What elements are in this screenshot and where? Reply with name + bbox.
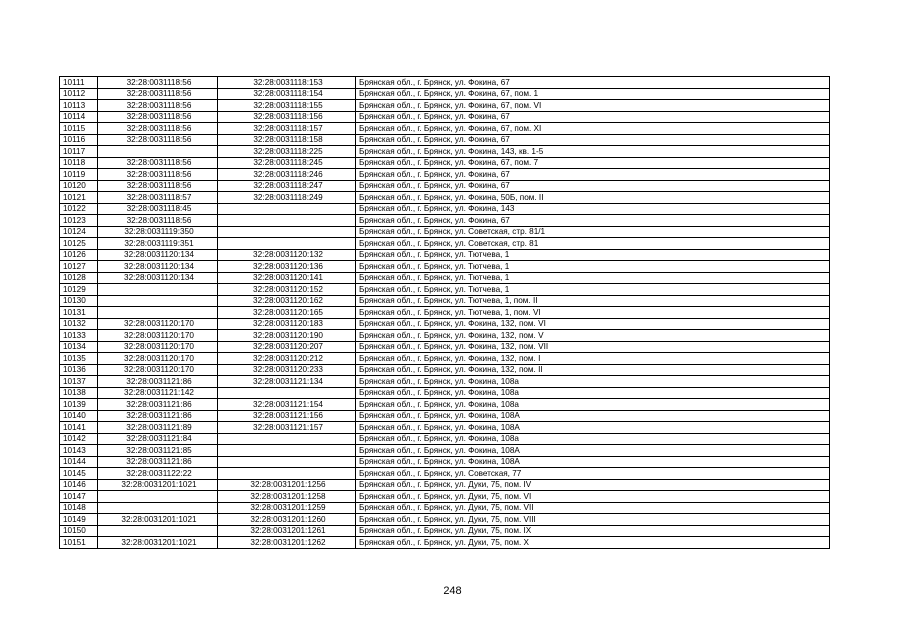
address-cell: Брянская обл., г. Брянск, ул. Фокина, 108А [356, 410, 830, 422]
land-cadastral-number-cell: 32:28:0031121:86 [98, 376, 218, 388]
land-cadastral-number-cell: 32:28:0031121:84 [98, 433, 218, 445]
table-row [60, 364, 830, 376]
table-row [60, 376, 830, 388]
building-cadastral-number-cell: 32:28:0031121:154 [218, 399, 356, 411]
address-cell: Брянская обл., г. Брянск, ул. Советская, стр. 81 [356, 238, 830, 250]
address-cell: Брянская обл., г. Брянск, ул. Тютчева, 1, пом. II [356, 295, 830, 307]
building-cadastral-number-cell: 32:28:0031120:165 [218, 307, 356, 319]
row-number-cell: 10126 [60, 249, 98, 261]
row-number-cell: 10141 [60, 422, 98, 434]
table-row [60, 249, 830, 261]
land-cadastral-number-cell: 32:28:0031121:142 [98, 387, 218, 399]
building-cadastral-number-cell [218, 433, 356, 445]
building-cadastral-number-cell: 32:28:0031201:1261 [218, 525, 356, 537]
land-cadastral-number-cell: 32:28:0031121:89 [98, 422, 218, 434]
address-cell: Брянская обл., г. Брянск, ул. Дуки, 75, пом. IX [356, 525, 830, 537]
table-row [60, 157, 830, 169]
row-number-cell: 10135 [60, 353, 98, 365]
table-row [60, 491, 830, 503]
address-cell: Брянская обл., г. Брянск, ул. Дуки, 75, пом. VI [356, 491, 830, 503]
row-number-cell: 10133 [60, 330, 98, 342]
row-number-cell: 10145 [60, 468, 98, 480]
row-number-cell: 10112 [60, 88, 98, 100]
row-number-cell: 10121 [60, 192, 98, 204]
address-cell: Брянская обл., г. Брянск, ул. Дуки, 75, пом. VIII [356, 514, 830, 526]
building-cadastral-number-cell: 32:28:0031118:153 [218, 77, 356, 89]
row-number-cell: 10131 [60, 307, 98, 319]
table-row [60, 272, 830, 284]
address-cell: Брянская обл., г. Брянск, ул. Дуки, 75, пом. IV [356, 479, 830, 491]
land-cadastral-number-cell: 32:28:0031120:134 [98, 272, 218, 284]
land-cadastral-number-cell: 32:28:0031121:86 [98, 456, 218, 468]
row-number-cell: 10150 [60, 525, 98, 537]
land-cadastral-number-cell: 32:28:0031122:22 [98, 468, 218, 480]
building-cadastral-number-cell: 32:28:0031120:132 [218, 249, 356, 261]
land-cadastral-number-cell: 32:28:0031119:351 [98, 238, 218, 250]
building-cadastral-number-cell [218, 387, 356, 399]
building-cadastral-number-cell: 32:28:0031120:190 [218, 330, 356, 342]
building-cadastral-number-cell [218, 203, 356, 215]
table-row [60, 514, 830, 526]
address-cell: Брянская обл., г. Брянск, ул. Фокина, 50Б, пом. II [356, 192, 830, 204]
property-registry-table [59, 76, 830, 549]
building-cadastral-number-cell: 32:28:0031121:156 [218, 410, 356, 422]
building-cadastral-number-cell: 32:28:0031118:246 [218, 169, 356, 181]
row-number-cell: 10151 [60, 537, 98, 549]
land-cadastral-number-cell [98, 284, 218, 296]
row-number-cell: 10148 [60, 502, 98, 514]
building-cadastral-number-cell: 32:28:0031118:245 [218, 157, 356, 169]
address-cell: Брянская обл., г. Брянск, ул. Фокина, 108а [356, 376, 830, 388]
table-row [60, 422, 830, 434]
row-number-cell: 10129 [60, 284, 98, 296]
land-cadastral-number-cell: 32:28:0031119:350 [98, 226, 218, 238]
row-number-cell: 10115 [60, 123, 98, 135]
land-cadastral-number-cell: 32:28:0031121:85 [98, 445, 218, 457]
row-number-cell: 10117 [60, 146, 98, 158]
building-cadastral-number-cell: 32:28:0031201:1258 [218, 491, 356, 503]
row-number-cell: 10147 [60, 491, 98, 503]
address-cell: Брянская обл., г. Брянск, ул. Фокина, 108А [356, 445, 830, 457]
land-cadastral-number-cell: 32:28:0031118:56 [98, 123, 218, 135]
row-number-cell: 10144 [60, 456, 98, 468]
land-cadastral-number-cell [98, 146, 218, 158]
address-cell: Брянская обл., г. Брянск, ул. Фокина, 143 [356, 203, 830, 215]
address-cell: Брянская обл., г. Брянск, ул. Фокина, 67 [356, 77, 830, 89]
address-cell: Брянская обл., г. Брянск, ул. Фокина, 143, кв. 1-5 [356, 146, 830, 158]
table-row [60, 341, 830, 353]
land-cadastral-number-cell [98, 491, 218, 503]
row-number-cell: 10130 [60, 295, 98, 307]
building-cadastral-number-cell [218, 445, 356, 457]
table-row [60, 134, 830, 146]
row-number-cell: 10127 [60, 261, 98, 273]
table-row [60, 330, 830, 342]
row-number-cell: 10138 [60, 387, 98, 399]
table-row [60, 399, 830, 411]
building-cadastral-number-cell: 32:28:0031118:157 [218, 123, 356, 135]
land-cadastral-number-cell: 32:28:0031201:1021 [98, 479, 218, 491]
table-row [60, 456, 830, 468]
building-cadastral-number-cell: 32:28:0031201:1259 [218, 502, 356, 514]
row-number-cell: 10116 [60, 134, 98, 146]
table-row [60, 146, 830, 158]
land-cadastral-number-cell: 32:28:0031120:170 [98, 353, 218, 365]
building-cadastral-number-cell: 32:28:0031201:1260 [218, 514, 356, 526]
table-row [60, 295, 830, 307]
building-cadastral-number-cell: 32:28:0031118:155 [218, 100, 356, 112]
address-cell: Брянская обл., г. Брянск, ул. Фокина, 108А [356, 422, 830, 434]
row-number-cell: 10136 [60, 364, 98, 376]
address-cell: Брянская обл., г. Брянск, ул. Тютчева, 1 [356, 272, 830, 284]
table-row [60, 77, 830, 89]
address-cell: Брянская обл., г. Брянск, ул. Советская, 77 [356, 468, 830, 480]
land-cadastral-number-cell: 32:28:0031120:170 [98, 330, 218, 342]
row-number-cell: 10128 [60, 272, 98, 284]
table-row [60, 192, 830, 204]
building-cadastral-number-cell: 32:28:0031118:249 [218, 192, 356, 204]
building-cadastral-number-cell: 32:28:0031120:233 [218, 364, 356, 376]
table-row [60, 180, 830, 192]
address-cell: Брянская обл., г. Брянск, ул. Фокина, 132, пом. V [356, 330, 830, 342]
address-cell: Брянская обл., г. Брянск, ул. Фокина, 67 [356, 215, 830, 227]
building-cadastral-number-cell [218, 456, 356, 468]
address-cell: Брянская обл., г. Брянск, ул. Фокина, 132, пом. VI [356, 318, 830, 330]
land-cadastral-number-cell: 32:28:0031118:56 [98, 134, 218, 146]
building-cadastral-number-cell: 32:28:0031118:154 [218, 88, 356, 100]
table-row [60, 261, 830, 273]
land-cadastral-number-cell: 32:28:0031118:45 [98, 203, 218, 215]
building-cadastral-number-cell: 32:28:0031120:183 [218, 318, 356, 330]
land-cadastral-number-cell: 32:28:0031120:170 [98, 318, 218, 330]
row-number-cell: 10134 [60, 341, 98, 353]
row-number-cell: 10111 [60, 77, 98, 89]
building-cadastral-number-cell: 32:28:0031118:156 [218, 111, 356, 123]
land-cadastral-number-cell: 32:28:0031118:56 [98, 169, 218, 181]
table-row [60, 123, 830, 135]
building-cadastral-number-cell [218, 468, 356, 480]
address-cell: Брянская обл., г. Брянск, ул. Дуки, 75, пом. VII [356, 502, 830, 514]
land-cadastral-number-cell: 32:28:0031201:1021 [98, 514, 218, 526]
land-cadastral-number-cell: 32:28:0031120:170 [98, 364, 218, 376]
address-cell: Брянская обл., г. Брянск, ул. Тютчева, 1 [356, 261, 830, 273]
table-row [60, 226, 830, 238]
address-cell: Брянская обл., г. Брянск, ул. Фокина, 108а [356, 433, 830, 445]
row-number-cell: 10146 [60, 479, 98, 491]
table-row [60, 445, 830, 457]
table-row [60, 203, 830, 215]
address-cell: Брянская обл., г. Брянск, ул. Фокина, 67, пом. VI [356, 100, 830, 112]
row-number-cell: 10124 [60, 226, 98, 238]
address-cell: Брянская обл., г. Брянск, ул. Фокина, 67 [356, 134, 830, 146]
table-row [60, 433, 830, 445]
address-cell: Брянская обл., г. Брянск, ул. Фокина, 67 [356, 169, 830, 181]
address-cell: Брянская обл., г. Брянск, ул. Фокина, 132, пом. I [356, 353, 830, 365]
table-row [60, 525, 830, 537]
row-number-cell: 10137 [60, 376, 98, 388]
table-row [60, 215, 830, 227]
building-cadastral-number-cell: 32:28:0031201:1256 [218, 479, 356, 491]
land-cadastral-number-cell: 32:28:0031201:1021 [98, 537, 218, 549]
building-cadastral-number-cell: 32:28:0031120:152 [218, 284, 356, 296]
building-cadastral-number-cell: 32:28:0031120:141 [218, 272, 356, 284]
row-number-cell: 10114 [60, 111, 98, 123]
row-number-cell: 10142 [60, 433, 98, 445]
table-row [60, 318, 830, 330]
address-cell: Брянская обл., г. Брянск, ул. Фокина, 67 [356, 180, 830, 192]
table-row [60, 353, 830, 365]
land-cadastral-number-cell: 32:28:0031118:56 [98, 215, 218, 227]
building-cadastral-number-cell: 32:28:0031121:157 [218, 422, 356, 434]
address-cell: Брянская обл., г. Брянск, ул. Советская, стр. 81/1 [356, 226, 830, 238]
row-number-cell: 10140 [60, 410, 98, 422]
row-number-cell: 10123 [60, 215, 98, 227]
row-number-cell: 10132 [60, 318, 98, 330]
table-row [60, 88, 830, 100]
address-cell: Брянская обл., г. Брянск, ул. Фокина, 108А [356, 456, 830, 468]
land-cadastral-number-cell: 32:28:0031118:56 [98, 111, 218, 123]
row-number-cell: 10143 [60, 445, 98, 457]
land-cadastral-number-cell: 32:28:0031118:56 [98, 100, 218, 112]
table-row [60, 169, 830, 181]
row-number-cell: 10120 [60, 180, 98, 192]
address-cell: Брянская обл., г. Брянск, ул. Фокина, 132, пом. II [356, 364, 830, 376]
table-row [60, 537, 830, 549]
building-cadastral-number-cell: 32:28:0031118:247 [218, 180, 356, 192]
address-cell: Брянская обл., г. Брянск, ул. Фокина, 67 [356, 111, 830, 123]
address-cell: Брянская обл., г. Брянск, ул. Тютчева, 1 [356, 249, 830, 261]
building-cadastral-number-cell [218, 215, 356, 227]
land-cadastral-number-cell [98, 502, 218, 514]
land-cadastral-number-cell: 32:28:0031120:134 [98, 249, 218, 261]
address-cell: Брянская обл., г. Брянск, ул. Фокина, 67, пом. XI [356, 123, 830, 135]
row-number-cell: 10149 [60, 514, 98, 526]
row-number-cell: 10125 [60, 238, 98, 250]
building-cadastral-number-cell: 32:28:0031120:207 [218, 341, 356, 353]
land-cadastral-number-cell [98, 525, 218, 537]
building-cadastral-number-cell: 32:28:0031120:212 [218, 353, 356, 365]
row-number-cell: 10119 [60, 169, 98, 181]
address-cell: Брянская обл., г. Брянск, ул. Тютчева, 1, пом. VI [356, 307, 830, 319]
table-row [60, 410, 830, 422]
land-cadastral-number-cell: 32:28:0031118:56 [98, 157, 218, 169]
table-row [60, 284, 830, 296]
table-row [60, 100, 830, 112]
row-number-cell: 10122 [60, 203, 98, 215]
address-cell: Брянская обл., г. Брянск, ул. Тютчева, 1 [356, 284, 830, 296]
building-cadastral-number-cell: 32:28:0031118:225 [218, 146, 356, 158]
land-cadastral-number-cell: 32:28:0031120:134 [98, 261, 218, 273]
building-cadastral-number-cell: 32:28:0031121:134 [218, 376, 356, 388]
table-row [60, 468, 830, 480]
land-cadastral-number-cell: 32:28:0031118:57 [98, 192, 218, 204]
land-cadastral-number-cell [98, 307, 218, 319]
row-number-cell: 10118 [60, 157, 98, 169]
page-number: 248 [443, 585, 462, 597]
land-cadastral-number-cell: 32:28:0031118:56 [98, 77, 218, 89]
building-cadastral-number-cell: 32:28:0031118:158 [218, 134, 356, 146]
registry-table-body [60, 77, 830, 549]
land-cadastral-number-cell: 32:28:0031121:86 [98, 399, 218, 411]
land-cadastral-number-cell: 32:28:0031121:86 [98, 410, 218, 422]
address-cell: Брянская обл., г. Брянск, ул. Фокина, 108а [356, 399, 830, 411]
building-cadastral-number-cell [218, 226, 356, 238]
building-cadastral-number-cell: 32:28:0031120:162 [218, 295, 356, 307]
building-cadastral-number-cell [218, 238, 356, 250]
building-cadastral-number-cell: 32:28:0031120:136 [218, 261, 356, 273]
land-cadastral-number-cell [98, 295, 218, 307]
address-cell: Брянская обл., г. Брянск, ул. Дуки, 75, пом. X [356, 537, 830, 549]
address-cell: Брянская обл., г. Брянск, ул. Фокина, 108а [356, 387, 830, 399]
table-row [60, 307, 830, 319]
address-cell: Брянская обл., г. Брянск, ул. Фокина, 67, пом. 7 [356, 157, 830, 169]
land-cadastral-number-cell: 32:28:0031118:56 [98, 180, 218, 192]
address-cell: Брянская обл., г. Брянск, ул. Фокина, 67, пом. 1 [356, 88, 830, 100]
address-cell: Брянская обл., г. Брянск, ул. Фокина, 132, пом. VII [356, 341, 830, 353]
table-row [60, 238, 830, 250]
building-cadastral-number-cell: 32:28:0031201:1262 [218, 537, 356, 549]
row-number-cell: 10113 [60, 100, 98, 112]
table-row [60, 387, 830, 399]
land-cadastral-number-cell: 32:28:0031118:56 [98, 88, 218, 100]
row-number-cell: 10139 [60, 399, 98, 411]
table-row [60, 111, 830, 123]
land-cadastral-number-cell: 32:28:0031120:170 [98, 341, 218, 353]
table-row [60, 479, 830, 491]
table-row [60, 502, 830, 514]
